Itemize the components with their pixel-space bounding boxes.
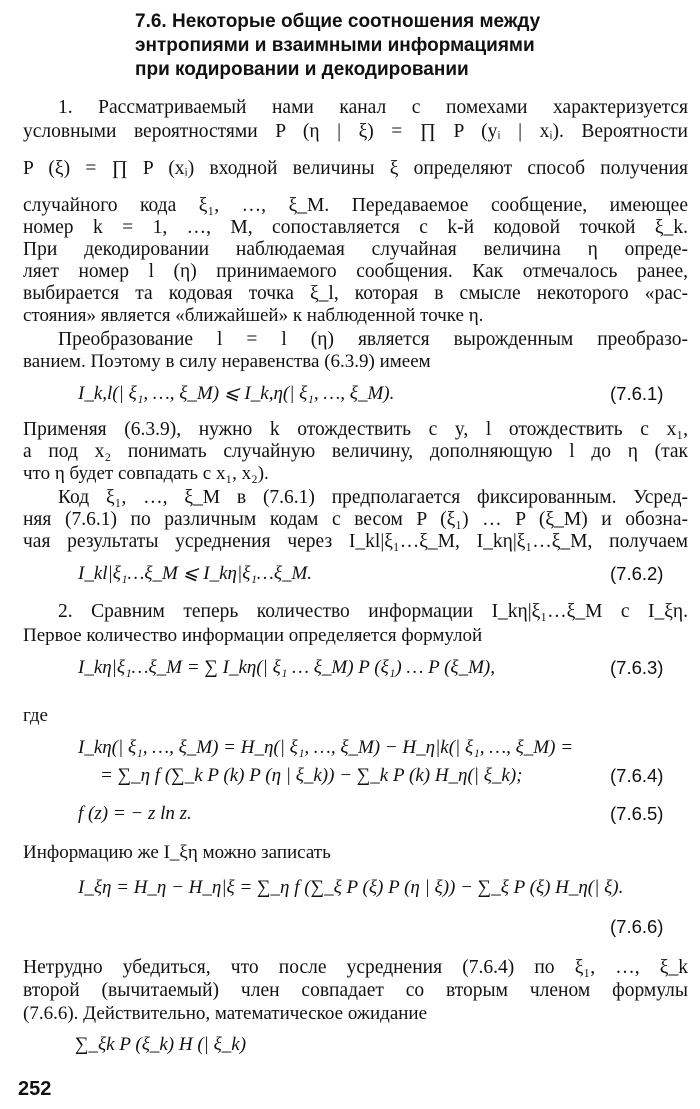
equation-number-7-6-6: (7.6.6) [610, 916, 664, 937]
p1-line-7: ляет номер l (η) принимаемого сообщения. Как отмечалось ранее, [23, 261, 688, 282]
p5-line-2: Первое количество информации определяется формулой [23, 625, 483, 646]
p7-line-2: второй (вычитаемый) член совпадает со вторым членом формулы [23, 980, 688, 1001]
p1-line-1: 1. Рассматриваемый нами канал с помехами характеризуется [58, 97, 688, 118]
p1-line-9: стояния» является «ближайшей» к наблюденной точке η. [23, 305, 484, 326]
page-number: 252 [18, 1078, 52, 1100]
p3-line-3: что η будет совпадать с x₁, x₂). [23, 463, 269, 484]
section-title-line-2: энтропиями и взаимными информациями [135, 35, 535, 56]
p3-line-2: а под x₂ понимать случайную величину, дополняющую l до η (так [23, 441, 688, 462]
p2-line-1: Преобразование l = l (η) является вырожденным преобразо- [58, 329, 688, 350]
equation-number-7-6-1: (7.6.1) [610, 383, 664, 404]
equation-7-6-2: I_kl|ξ₁…ξ_M ⩽ I_kη|ξ₁…ξ_M. [78, 563, 313, 584]
p1-line-3: P (ξ) = ∏ P (xᵢ) входной величины ξ определяют способ получения [23, 158, 688, 179]
equation-7-6-4-line-1: I_kη(| ξ₁, …, ξ_M) = H_η(| ξ₁, …, ξ_M) − H_η|k(| ξ₁, …, ξ_M) = [78, 737, 574, 758]
equation-expectation: ∑_ξk P (ξ_k) H (| ξ_k) [75, 1034, 247, 1055]
equation-7-6-4-line-2: = ∑_η f (∑_k P (k) P (η | ξ_k)) − ∑_k P (k) H_η(| ξ_k); [100, 765, 523, 786]
equation-number-7-6-5: (7.6.5) [610, 803, 664, 824]
p1-line-5: номер k = 1, …, M, сопоставляется с k-й кодовой точкой ξ_k. [23, 217, 688, 238]
p4-line-2: няя (7.6.1) по различным кодам с весом P (ξ₁) … P (ξ_M) и обозна- [23, 509, 688, 530]
equation-number-7-6-3: (7.6.3) [610, 657, 664, 678]
section-title-line-1: 7.6. Некоторые общие соотношения между [135, 11, 541, 32]
equation-7-6-3: I_kη|ξ₁…ξ_M = ∑ I_kη(| ξ₁ … ξ_M) P (ξ₁) … P (ξ_M), [78, 657, 495, 678]
p1-line-6: При декодировании наблюдаемая случайная величина η опреде- [23, 239, 688, 260]
where-word: где [23, 705, 48, 726]
p7-line-3: (7.6.6). Действительно, математическое ожидание [23, 1003, 428, 1024]
p5-line-1: 2. Сравним теперь количество информации I_kη|ξ₁…ξ_M с I_ξη. [58, 601, 688, 622]
section-title-line-3: при кодировании и декодировании [135, 59, 469, 80]
equation-7-6-1: I_k,l(| ξ₁, …, ξ_M) ⩽ I_k,η(| ξ₁, …, ξ_M). [78, 383, 395, 404]
equation-7-6-5: f (z) = − z ln z. [78, 803, 192, 824]
equation-7-6-6: I_ξη = H_η − H_η|ξ = ∑_η f (∑_ξ P (ξ) P (η | ξ)) − ∑_ξ P (ξ) H_η(| ξ). [78, 877, 624, 898]
p2-line-2: ванием. Поэтому в силу неравенства (6.3.9) имеем [23, 351, 431, 372]
equation-number-7-6-4: (7.6.4) [610, 765, 664, 786]
p4-line-1: Код ξ₁, …, ξ_M в (7.6.1) предполагается фиксированным. Усред- [58, 487, 688, 508]
equation-number-7-6-2: (7.6.2) [610, 563, 664, 584]
p4-line-3: чая результаты усреднения через I_kl|ξ₁…ξ_M, I_kη|ξ₁…ξ_M, получаем [23, 531, 688, 552]
p3-line-1: Применяя (6.3.9), нужно k отождествить с y, l отождествить с x₁, [23, 419, 688, 440]
p1-line-2: условными вероятностями P (η | ξ) = ∏ P (yᵢ | xᵢ). Вероятности [23, 121, 688, 142]
p6-line-1: Информацию же I_ξη можно записать [23, 842, 331, 863]
p1-line-8: выбирается та кодовая точка ξ_l, которая в смысле некоторого «рас- [23, 283, 688, 304]
p1-line-4: случайного кода ξ₁, …, ξ_M. Передаваемое сообщение, имеющее [23, 195, 688, 216]
p7-line-1: Нетрудно убедиться, что после усреднения (7.6.4) по ξ₁, …, ξ_k [23, 957, 688, 978]
